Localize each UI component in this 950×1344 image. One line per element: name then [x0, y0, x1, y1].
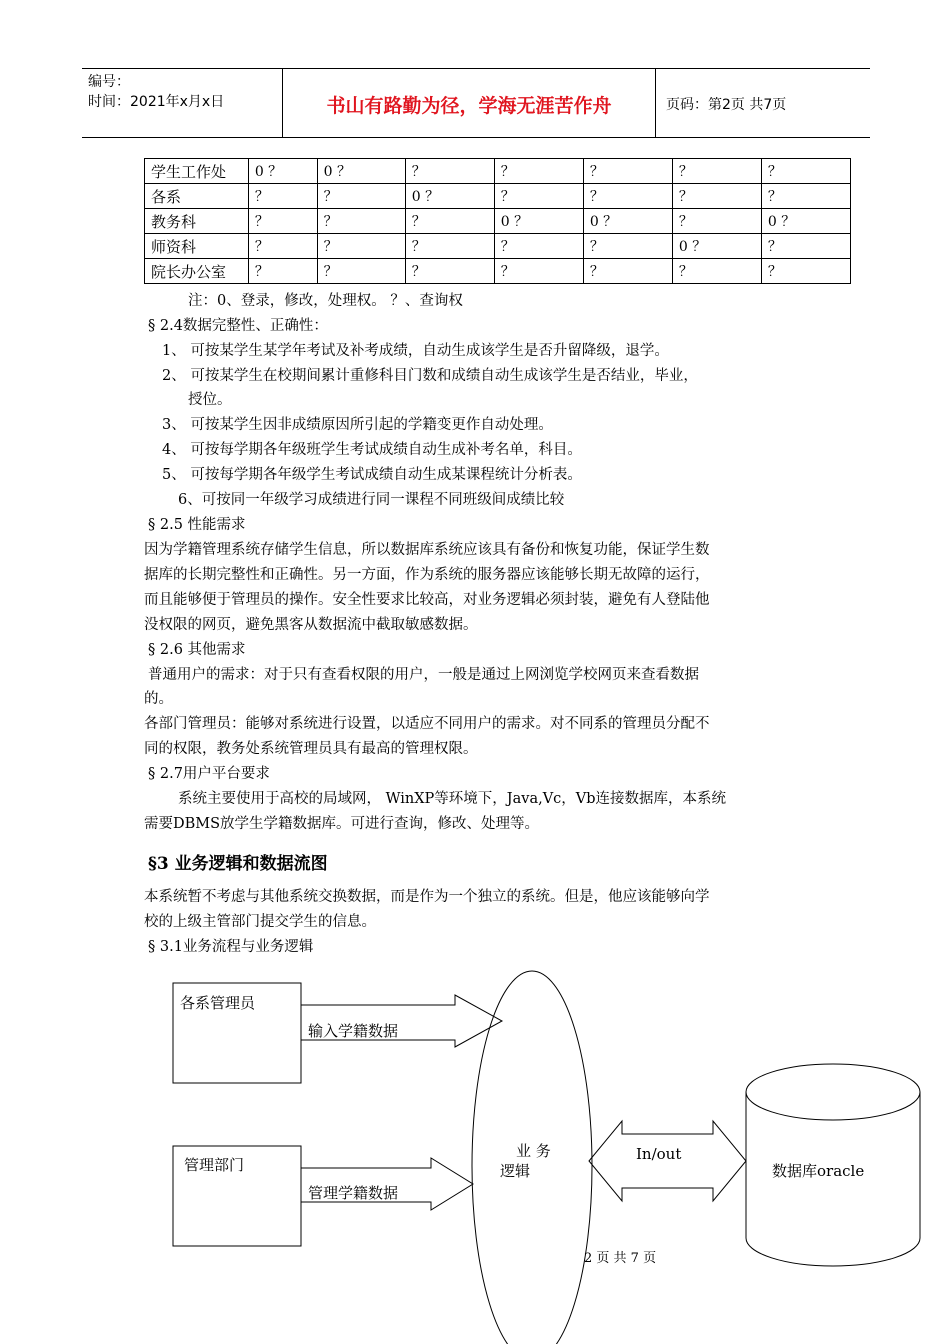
manage-data-label: 管理学籍数据 [308, 1184, 399, 1202]
table-cell: 0 ？ [583, 209, 672, 234]
table-cell: ？ [248, 184, 317, 209]
table-cell: ？ [317, 259, 405, 284]
section-3-heading: §3 业务逻辑和数据流图 [148, 854, 328, 874]
table-cell: ？ [494, 234, 583, 259]
list-item: 2、 可按某学生在校期间累计重修科目门数和成绩自动生成该学生是否结业，毕业， [162, 368, 698, 384]
list-item: 1、 可按某学生某学年考试及补考成绩，自动生成该学生是否升留降级，退学。 [162, 343, 669, 359]
table-cell: ？ [317, 184, 405, 209]
table-cell: 0 ？ [405, 184, 494, 209]
list-item-continued: 授位。 [188, 392, 232, 408]
section-3-1-title: § 3.1业务流程与业务逻辑 [148, 939, 314, 955]
page-footer: 2 页 共 7 页 [584, 1251, 657, 1266]
table-cell: 0 ？ [317, 159, 405, 184]
list-item: 4、 可按每学期各年级班学生考试成绩自动生成补考名单，科目。 [162, 442, 582, 458]
table-cell: ？ [583, 234, 672, 259]
table-cell: ？ [494, 259, 583, 284]
input-data-label: 输入学籍数据 [308, 1022, 399, 1040]
section-2-4-title: § 2.4数据完整性、正确性： [148, 318, 328, 334]
header-divider [282, 69, 283, 137]
paragraph-line: 没权限的网页，避免黑客从数据流中截取敏感数据。 [144, 617, 478, 633]
table-cell: ？ [494, 184, 583, 209]
table-row [145, 234, 851, 259]
section-2-5-title: § 2.5 性能需求 [148, 517, 246, 533]
table-cell: ？ [405, 234, 494, 259]
table-cell: ？ [583, 259, 672, 284]
table-row [145, 209, 851, 234]
paragraph-line: 因为学籍管理系统存储学生信息，所以数据库系统应该具有备份和恢复功能，保证学生数 [144, 542, 710, 558]
section-2-6-title: § 2.6 其他需求 [148, 642, 246, 658]
section-2-7-title: § 2.7用户平台要求 [148, 766, 270, 782]
row-header-cell: 学生工作处 [145, 159, 249, 184]
paragraph-line: 需要DBMS放学生学籍数据库。可进行查询，修改、处理等。 [144, 816, 540, 832]
time-label: 时间：2021年x月x日 [88, 94, 225, 110]
business-logic-label: 业 务 [516, 1142, 551, 1160]
in-out-label: In/out [636, 1145, 682, 1163]
table-cell: ？ [405, 259, 494, 284]
list-item: 5、 可按每学期各年级学生考试成绩自动生成某课程统计分析表。 [162, 467, 582, 483]
database-cylinder-top [746, 1064, 920, 1120]
database-label: 数据库oracle [772, 1162, 865, 1180]
header-motto: 书山有路勤为径，学海无涯苦作舟 [326, 95, 612, 117]
list-item: 6、可按同一年级学习成绩进行同一课程不同班级间成绩比较 [178, 492, 565, 508]
table-cell: ？ [248, 234, 317, 259]
table-cell: ？ [672, 159, 761, 184]
row-header-cell: 院长办公室 [145, 259, 249, 284]
department-admin-label: 各系管理员 [180, 994, 256, 1012]
paragraph-line: 而且能够便于管理员的操作。安全性要求比较高，对业务逻辑必须封装，避免有人登陆他 [144, 592, 710, 608]
table-cell: ？ [761, 184, 850, 209]
paragraph-line: 同的权限，教务处系统管理员具有最高的管理权限。 [144, 741, 478, 757]
table-cell: ？ [583, 184, 672, 209]
table-note: 注：0、登录，修改，处理权。 ？、查询权 [188, 293, 463, 309]
row-header-cell: 教务科 [145, 209, 249, 234]
table-cell: ？ [583, 159, 672, 184]
table-row [145, 184, 851, 209]
table-cell: ？ [672, 259, 761, 284]
paragraph-line: 系统主要使用于高校的局域网， WinXP等环境下，Java,Vc，Vb连接数据库，本系统 [178, 791, 727, 807]
paragraph-line: 校的上级主管部门提交学生的信息。 [144, 914, 376, 930]
database-cylinder-bottom [746, 1238, 920, 1266]
paragraph-line: 据库的长期完整性和正确性。另一方面，作为系统的服务器应该能够长期无故障的运行， [144, 567, 710, 583]
permission-table [144, 158, 851, 284]
row-header-cell: 各系 [145, 184, 249, 209]
paragraph-line: 普通用户的需求：对于只有查看权限的用户，一般是通过上网浏览学校网页来查看数据 [148, 667, 699, 683]
table-cell: ？ [317, 234, 405, 259]
table-cell: 0 ？ [248, 159, 317, 184]
business-logic-label-2: 逻辑 [500, 1162, 531, 1180]
table-cell: ？ [672, 184, 761, 209]
page-header [82, 68, 870, 138]
table-cell: ？ [494, 159, 583, 184]
table-cell: ？ [317, 209, 405, 234]
table-cell: ？ [761, 159, 850, 184]
number-label: 编号： [88, 74, 130, 90]
table-cell: ？ [248, 259, 317, 284]
row-header-cell: 师资科 [145, 234, 249, 259]
paragraph-line: 各部门管理员：能够对系统进行设置，以适应不同用户的需求。对不同系的管理员分配不 [144, 716, 710, 732]
header-page-info: 页码：第2页 共7页 [666, 97, 787, 113]
table-cell: ？ [248, 209, 317, 234]
header-divider [655, 69, 656, 137]
table-row [145, 159, 851, 184]
business-flow-diagram [0, 960, 950, 1344]
paragraph-line: 本系统暂不考虑与其他系统交换数据，而是作为一个独立的系统。但是，他应该能够向学 [144, 889, 710, 905]
list-item: 3、 可按某学生因非成绩原因所引起的学籍变更作自动处理。 [162, 417, 553, 433]
management-dept-label: 管理部门 [184, 1156, 245, 1174]
table-row [145, 259, 851, 284]
table-cell: 0 ？ [761, 209, 850, 234]
table-cell: 0 ？ [494, 209, 583, 234]
table-cell: ？ [761, 234, 850, 259]
header-meta [88, 72, 224, 112]
paragraph-line: 的。 [144, 691, 173, 707]
table-cell: ？ [672, 209, 761, 234]
table-cell: ？ [405, 159, 494, 184]
table-cell: ？ [405, 209, 494, 234]
table-cell: ？ [761, 259, 850, 284]
table-cell: 0 ？ [672, 234, 761, 259]
